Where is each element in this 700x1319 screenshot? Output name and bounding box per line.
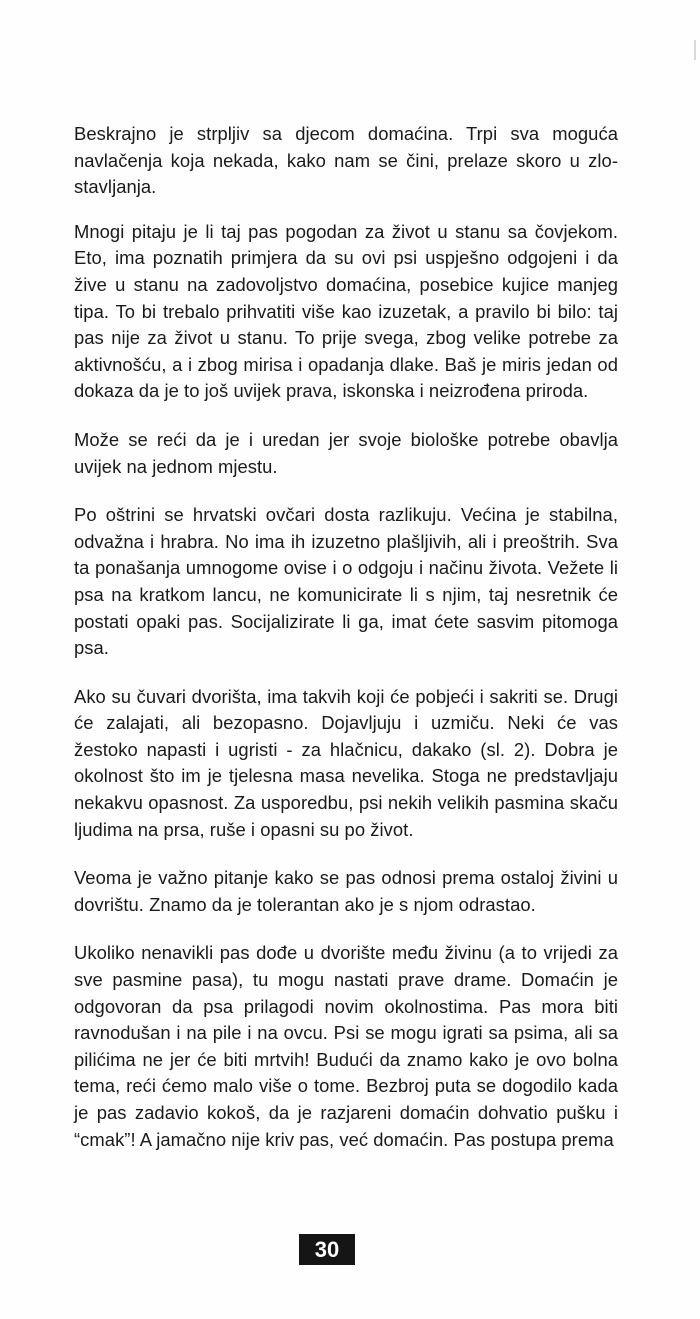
paragraph-6: Veoma je važno pitanje kako se pas odnosi prema ostaloj živini u dovrištu. Znamo da je tolerantan ako je s njom odrastao.	[74, 867, 618, 915]
paragraph-7: Ukoliko nenavikli pas dođe u dvorište među živinu (a to vrijedi za sve pasmine pasa), tu mogu nastati prave drame. Domaćin je odgovoran da psa prilagodi novim okolnostima. Pas mora biti ravnodušan i na pile i na ovcu. Psi se mogu igrati sa psima, ali sa pilićima ne jer će biti mrtvih! Budući da znamo kako je ovo bolna tema, reći ćemo malo više o tome. Bezbroj puta se dogodilo kada je pas zadavio kokoš, da je razjareni domaćin dohvatio pušku i “cmak”! A jamačno nije kriv pas, već domaćin. Pas postupa prema	[74, 942, 618, 1150]
page-number: 30	[299, 1234, 355, 1265]
paragraph-3: Može se reći da je i uredan jer svoje biološke potrebe obavlja uvijek na jednom mjestu.	[74, 428, 618, 477]
paragraph-1: Beskrajno je strpljiv sa djecom domaćina. Trpi sva moguća navlačenja koja nekada, kako nam se čini, prelaze skoro u zlo-stavljanja.	[74, 123, 618, 198]
paragraph-4: Po oštrini se hrvatski ovčari dosta razlikuju. Većina je stabilna, odvažna i hrabra. No ima ih izuzetno plašljivih, ali i preoštrih. Sva ta ponašanja umnogome ovise i o odgoju i načinu života. Vežete li psa na kratkom lancu, ne komunicirate li s njim, taj nesretnik će postati opaki pas. Socijalizirate li ga, imat ćete sasvim pitomoga psa.	[74, 504, 618, 659]
body-text	[74, 121, 618, 1175]
page-edge-mark	[694, 40, 696, 60]
paragraph-2: Mnogi pitaju je li taj pas pogodan za život u stanu sa čovjekom. Eto, ima poznatih primjera da su ovi psi uspješno odgojeni i da žive u stanu na zadovoljstvo domaćina, posebice kujice manjeg tipa. To bi trebalo prihvatiti više kao izuzetak, a pravilo bi bilo: taj pas nije za život u stanu. To prije svega, zbog velike potrebe za aktivnošću, a i zbog mirisa i opadanja dlake. Baš je miris jedan od dokaza da je to još uvijek prava, iskonska i neizrođena priroda.	[74, 220, 618, 402]
paragraph-5: Ako su čuvari dvorišta, ima takvih koji će pobjeći i sakriti se. Drugi će zalajati, ali bezopasno. Dojavljuju i uzmiču. Neki će vas žestoko napasti i ugristi - za hlačnicu, dakako (sl. 2). Dobra je okolnost što im je tjelesna masa nevelika. Stoga ne predstavljaju nekakvu opasnost. Za usporedbu, psi nekih velikih pasmina skaču ljudima na prsa, ruše i opasni su po život.	[74, 685, 618, 840]
